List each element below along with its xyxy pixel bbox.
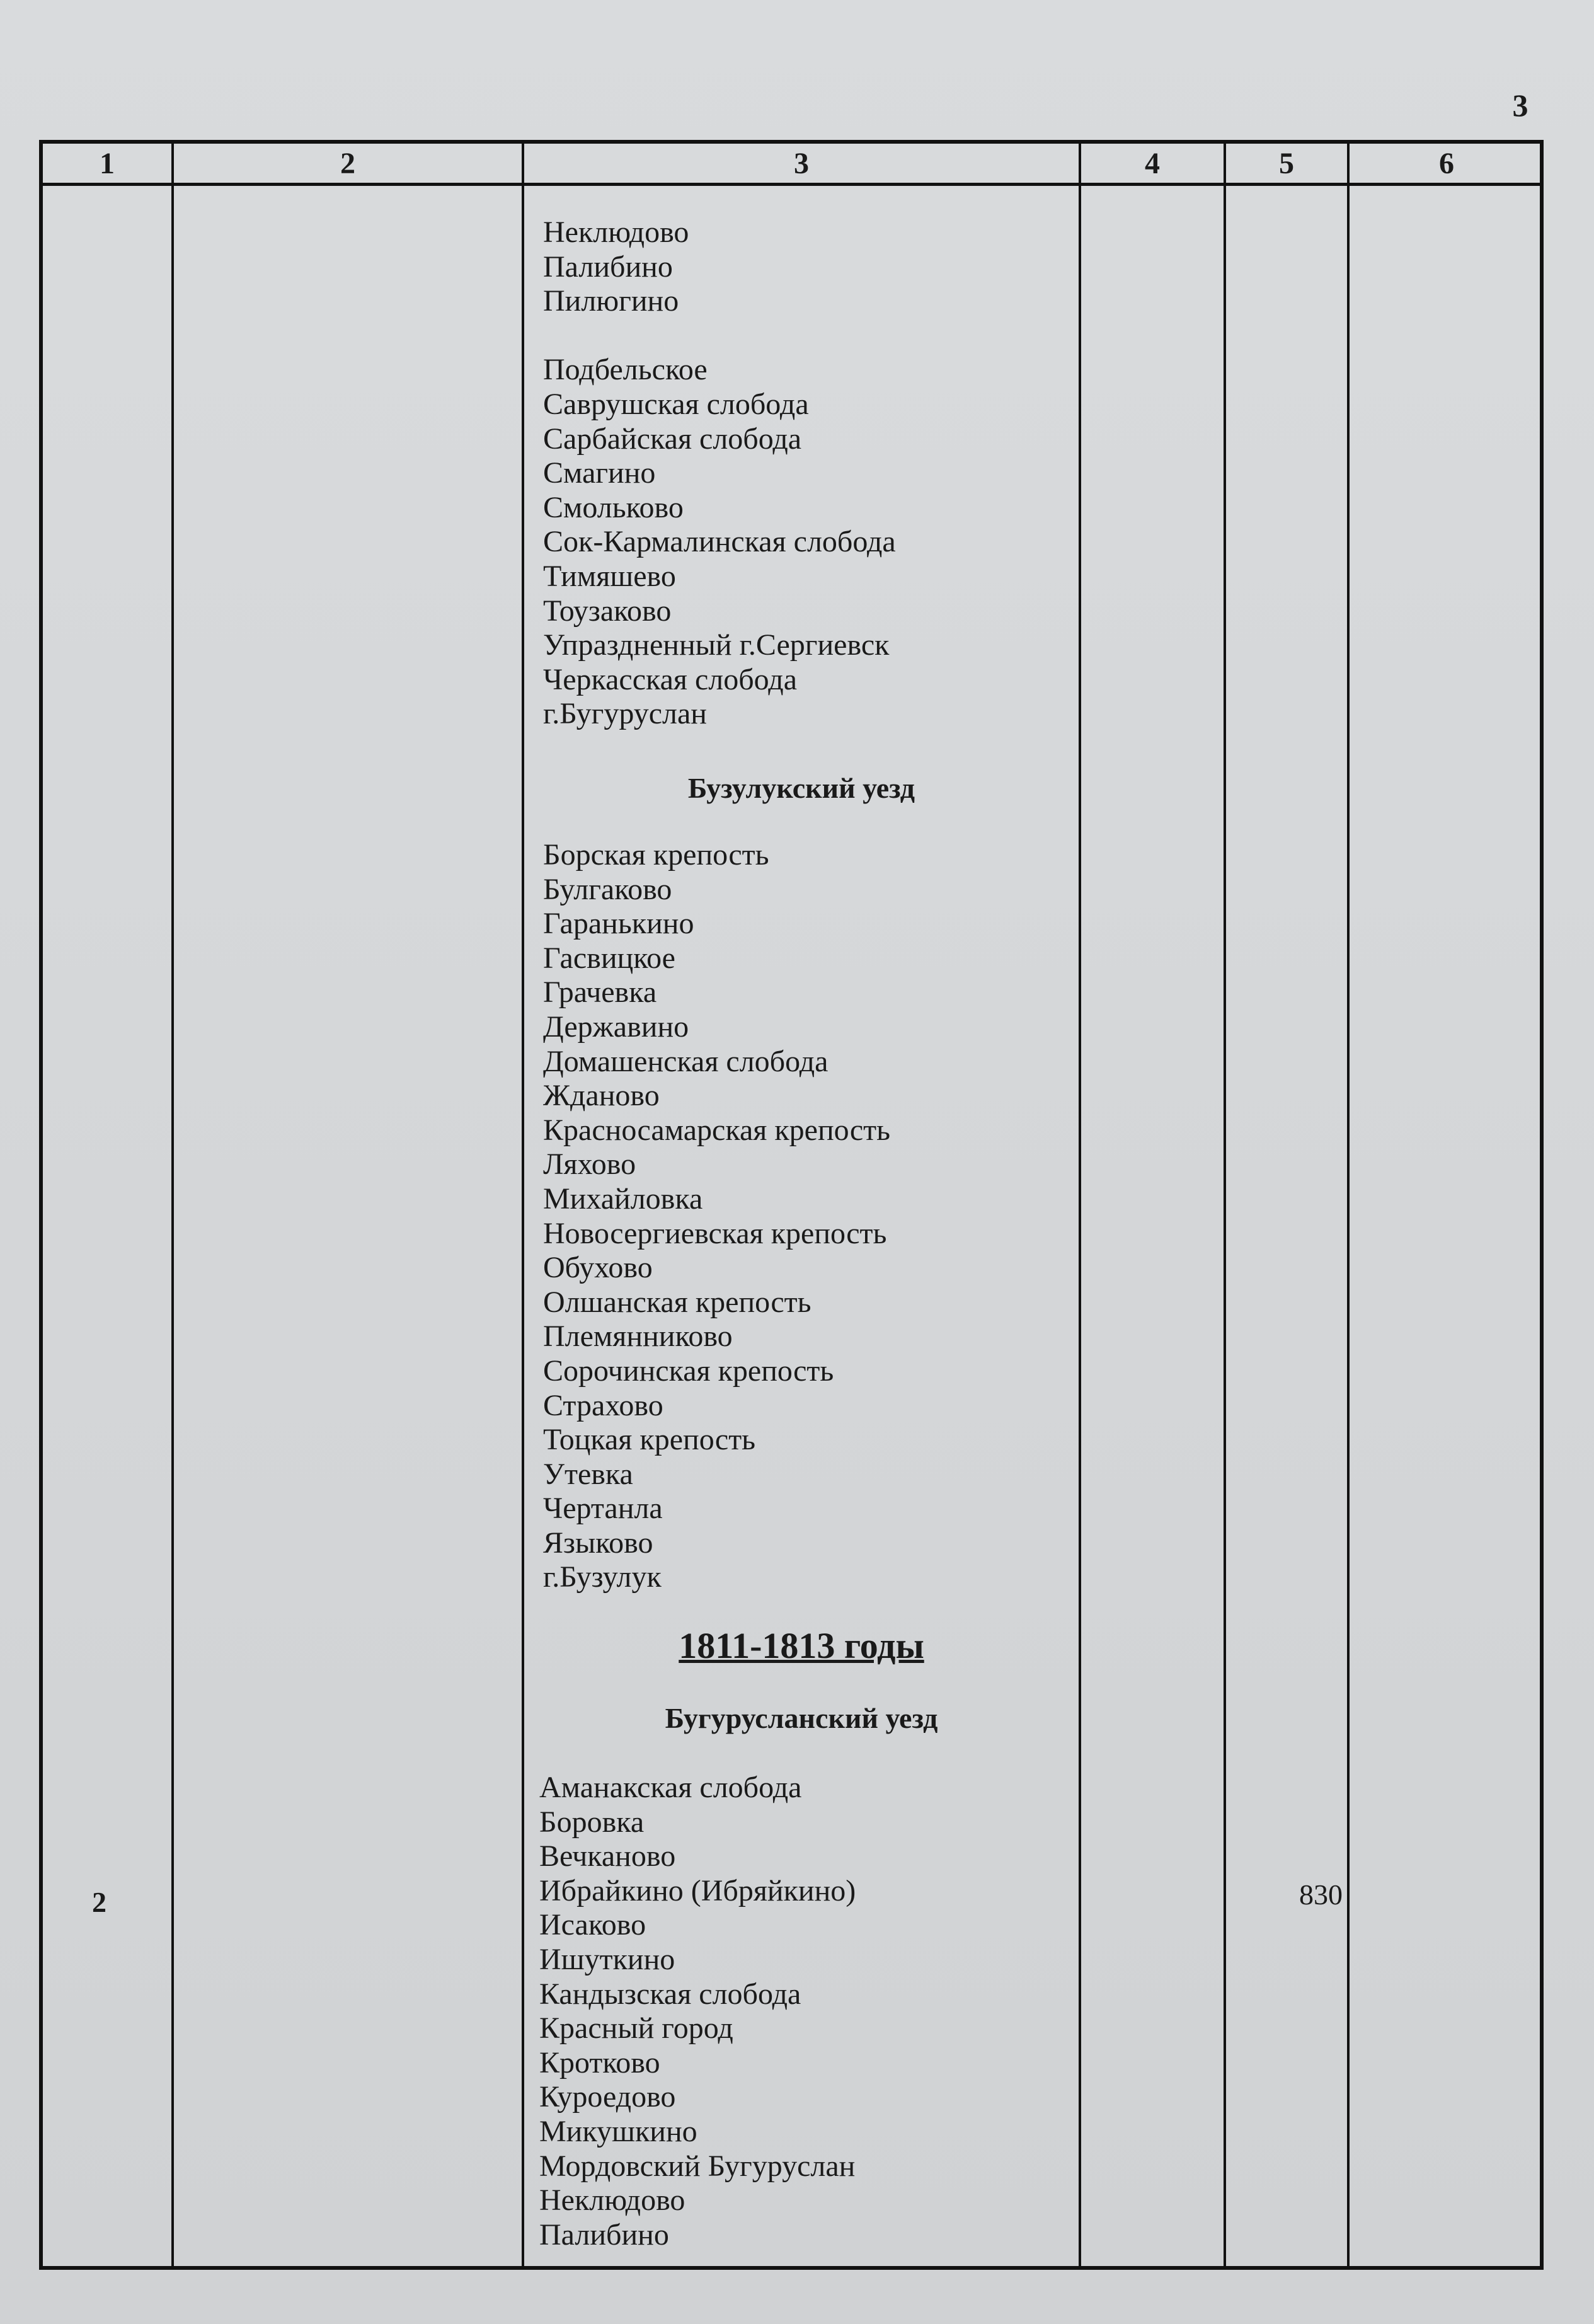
- section-heading-buguruslan: Бугурусланский уезд: [665, 1702, 938, 1734]
- list-item: Сок-Кармалинская слобода: [543, 525, 896, 559]
- header-cell-6: 6: [1439, 147, 1454, 180]
- header-cell-1: 1: [100, 147, 115, 180]
- list-item: Кандызская слобода: [539, 1977, 801, 2011]
- list-item: Мордовский Бугуруслан: [539, 2149, 856, 2183]
- list-item: г.Бузулук: [543, 1560, 662, 1594]
- list-item: [543, 319, 1098, 354]
- list-item: Грачевка: [543, 975, 657, 1010]
- column-divider: [171, 144, 174, 2266]
- list-item: Красный город: [539, 2011, 733, 2045]
- settlement-list-a: [543, 216, 1098, 732]
- list-item: Булгаково: [543, 872, 672, 906]
- list-item: Микушкино: [539, 2114, 697, 2148]
- column-5-value: 830: [1299, 1878, 1343, 1911]
- list-item: Тоузаково: [543, 594, 672, 628]
- list-item: Пилюгино: [543, 284, 679, 318]
- list-item: Неклюдово: [543, 216, 689, 249]
- list-item: Чертанла: [543, 1492, 663, 1526]
- list-item: Ибрайкино (Ибряйкино): [539, 1873, 856, 1907]
- section-heading-buzuluk: Бузулукский уезд: [687, 772, 915, 804]
- list-item: Страхово: [543, 1388, 663, 1422]
- list-item: Палибино: [539, 2218, 669, 2252]
- header-cell-2: 2: [340, 147, 355, 180]
- column-1-value: 2: [92, 1886, 106, 1918]
- list-item: Племянниково: [543, 1320, 733, 1354]
- column-divider: [522, 144, 524, 2266]
- list-item: Смагино: [543, 456, 656, 490]
- list-item: Куроедово: [539, 2080, 676, 2114]
- header-cell-4: 4: [1145, 147, 1160, 180]
- list-item: Смольково: [543, 490, 684, 524]
- list-item: Палибино: [543, 250, 673, 284]
- list-item: Державино: [543, 1010, 689, 1044]
- list-item: Неклюдово: [539, 2183, 685, 2218]
- list-item: Утевка: [543, 1457, 633, 1491]
- section-heading-years: 1811-1813 годы: [679, 1625, 924, 1666]
- settlement-list-b: [543, 838, 1098, 1595]
- list-item: Гаранькино: [543, 907, 694, 941]
- page-number: 3: [1512, 88, 1528, 123]
- list-item: Гасвицкое: [543, 941, 675, 975]
- settlement-list-c: [539, 1771, 1094, 2252]
- list-item: Черкасская слобода: [543, 662, 798, 696]
- list-item: Саврушская слобода: [543, 387, 809, 421]
- list-item: Новосергиевская крепость: [543, 1216, 887, 1250]
- list-item: Аманакская слобода: [539, 1771, 802, 1804]
- list-item: Михайловка: [543, 1182, 703, 1216]
- list-item: Олшанская крепость: [543, 1285, 811, 1319]
- header-cell-3: 3: [794, 147, 809, 180]
- list-item: Сарбайская слобода: [543, 422, 802, 456]
- header-divider: [43, 183, 1540, 186]
- list-item: Борская крепость: [543, 838, 769, 872]
- list-item: Ишуткино: [539, 1942, 675, 1976]
- list-item: Ляхово: [543, 1148, 636, 1182]
- list-item: Жданово: [543, 1079, 660, 1113]
- list-item: Подбельское: [543, 353, 708, 387]
- list-item: Вечканово: [539, 1839, 676, 1873]
- list-item: Кротково: [539, 2045, 660, 2080]
- column-divider: [1224, 144, 1226, 2266]
- list-item: Сорочинская крепость: [543, 1354, 834, 1388]
- list-item: Тимяшево: [543, 559, 676, 593]
- list-item: Тоцкая крепость: [543, 1423, 756, 1457]
- header-cell-5: 5: [1279, 147, 1294, 180]
- list-item: Домашенская слобода: [543, 1044, 829, 1078]
- list-item: Красносамарская крепость: [543, 1113, 891, 1147]
- list-item: Языково: [543, 1526, 653, 1560]
- list-item: Обухово: [543, 1251, 653, 1285]
- column-divider: [1347, 144, 1350, 2266]
- list-item: Упраздненный г.Сергиевск: [543, 628, 890, 662]
- list-item: г.Бугуруслан: [543, 697, 707, 731]
- list-item: Боровка: [539, 1805, 645, 1839]
- list-item: Исаково: [539, 1908, 646, 1942]
